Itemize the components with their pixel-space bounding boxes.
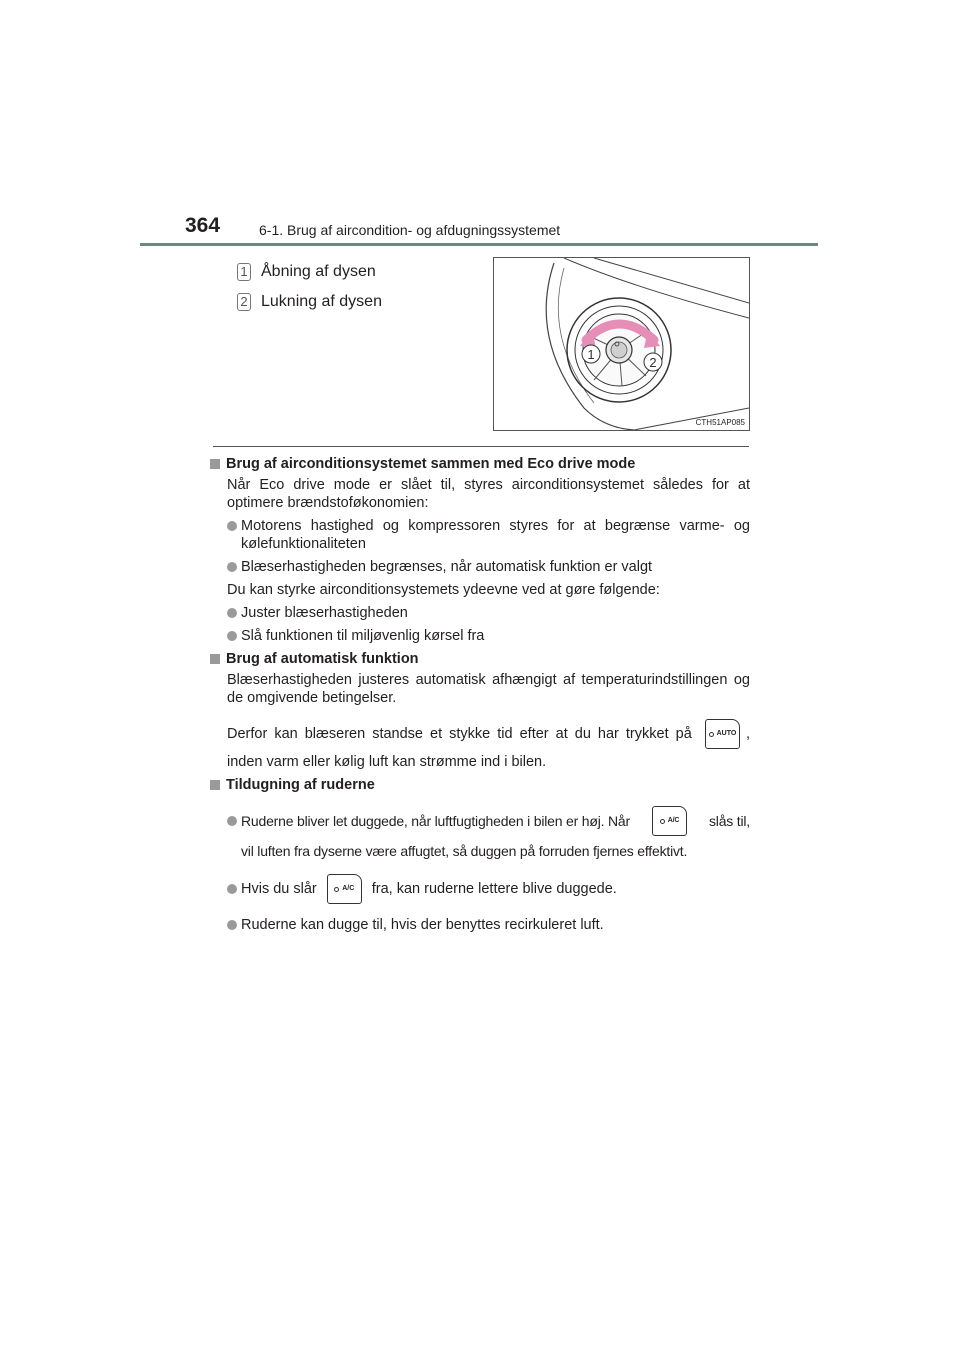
page-number: 364 bbox=[185, 214, 221, 237]
round-bullet-icon bbox=[227, 521, 237, 531]
indicator-light-icon bbox=[660, 819, 665, 824]
header-rule bbox=[140, 243, 818, 246]
defog-bullet-2-end: fra, kan ruderne lettere blive duggede. bbox=[371, 881, 617, 897]
list-item bbox=[210, 806, 750, 836]
ac-button-label: A/C bbox=[667, 817, 680, 824]
eco-intro: Når Eco drive mode er slået til, styres airconditionsystemet således for at optimere brændstoføkonomien: bbox=[227, 477, 750, 511]
auto-para-2-comma: , bbox=[745, 726, 750, 742]
indicator-light-icon bbox=[334, 887, 339, 892]
vent-illustration bbox=[493, 257, 750, 431]
ac-button-icon bbox=[327, 874, 362, 904]
auto-para-2-line bbox=[210, 719, 750, 749]
section-title: 6-1. Brug af aircondition- og afdugningssystemet bbox=[259, 222, 561, 238]
round-bullet-icon bbox=[227, 608, 237, 618]
separator-rule bbox=[213, 446, 749, 447]
round-bullet-icon bbox=[227, 884, 237, 894]
legend-item-close bbox=[237, 287, 382, 317]
list-item bbox=[210, 517, 750, 553]
list-item-text: Juster blæserhastigheden bbox=[241, 605, 408, 621]
round-bullet-icon bbox=[227, 562, 237, 572]
indicator-light-icon bbox=[709, 732, 714, 737]
list-item-text: Slå funktionen til miljøvenlig kørsel fra bbox=[241, 628, 485, 644]
auto-para-2-end: inden varm eller kølig luft kan strømme ind i bilen. bbox=[227, 754, 547, 770]
eco-para-2: Du kan styrke airconditionsystemets ydeevne ved at gøre følgende: bbox=[227, 582, 660, 598]
legend-number-1: 1 bbox=[237, 263, 251, 281]
list-item bbox=[210, 916, 750, 934]
vent-drawing bbox=[494, 258, 749, 430]
callout-2: 2 bbox=[649, 355, 657, 370]
defog-heading-text: Tildugning af ruderne bbox=[226, 777, 375, 793]
figure-legend bbox=[237, 257, 382, 317]
list-item bbox=[210, 558, 750, 576]
legend-label-close: Lukning af dysen bbox=[261, 293, 382, 310]
eco-heading bbox=[210, 455, 750, 473]
defog-bullet-1-mid: slås til, bbox=[709, 813, 750, 829]
list-item bbox=[210, 627, 750, 645]
main-content bbox=[210, 455, 750, 939]
round-bullet-icon bbox=[227, 631, 237, 641]
eco-heading-text: Brug af airconditionsystemet sammen med Eco drive mode bbox=[226, 456, 636, 472]
list-item-text: Blæserhastigheden begrænses, når automatisk funktion er valgt bbox=[241, 559, 653, 575]
list-item-text: Ruderne kan dugge til, hvis der benyttes recirkuleret luft. bbox=[241, 917, 604, 933]
list-item-text bbox=[241, 874, 750, 904]
round-bullet-icon bbox=[227, 920, 237, 930]
list-item bbox=[210, 604, 750, 622]
figure-code: CTH51AP085 bbox=[695, 418, 745, 427]
ac-button-icon bbox=[652, 806, 687, 836]
legend-label-open: Åbning af dysen bbox=[261, 263, 376, 280]
square-bullet-icon bbox=[210, 654, 220, 664]
auto-heading-text: Brug af automatisk funktion bbox=[226, 651, 419, 667]
legend-item-open bbox=[237, 257, 382, 287]
defog-bullet-1-end: vil luften fra dyserne være affugtet, så duggen på forruden fjernes effektivt. bbox=[241, 843, 688, 859]
auto-button-icon bbox=[705, 719, 740, 749]
square-bullet-icon bbox=[210, 780, 220, 790]
defog-heading bbox=[210, 776, 750, 794]
list-item bbox=[210, 874, 750, 904]
list-item-text bbox=[241, 806, 750, 836]
ac-button-label: A/C bbox=[342, 885, 355, 892]
defog-bullet-2-start: Hvis du slår bbox=[241, 881, 317, 897]
auto-heading bbox=[210, 650, 750, 668]
square-bullet-icon bbox=[210, 459, 220, 469]
auto-para-2-start: Derfor kan blæseren standse et stykke tid efter at du har trykket på bbox=[227, 726, 692, 742]
legend-number-2: 2 bbox=[237, 293, 251, 311]
callout-1: 1 bbox=[587, 347, 595, 362]
list-item-text: Motorens hastighed og kompressoren styres for at begrænse varme- og kølefunktionaliteten bbox=[241, 518, 750, 552]
defog-bullet-1-start: Ruderne bliver let duggede, når luftfugtigheden i bilen er høj. Når bbox=[241, 813, 630, 829]
auto-para-1: Blæserhastigheden justeres automatisk afhængigt af temperaturindstillingen og de omgivende betingelser. bbox=[227, 672, 750, 706]
auto-button-label: AUTO bbox=[716, 730, 737, 737]
round-bullet-icon bbox=[227, 816, 237, 826]
